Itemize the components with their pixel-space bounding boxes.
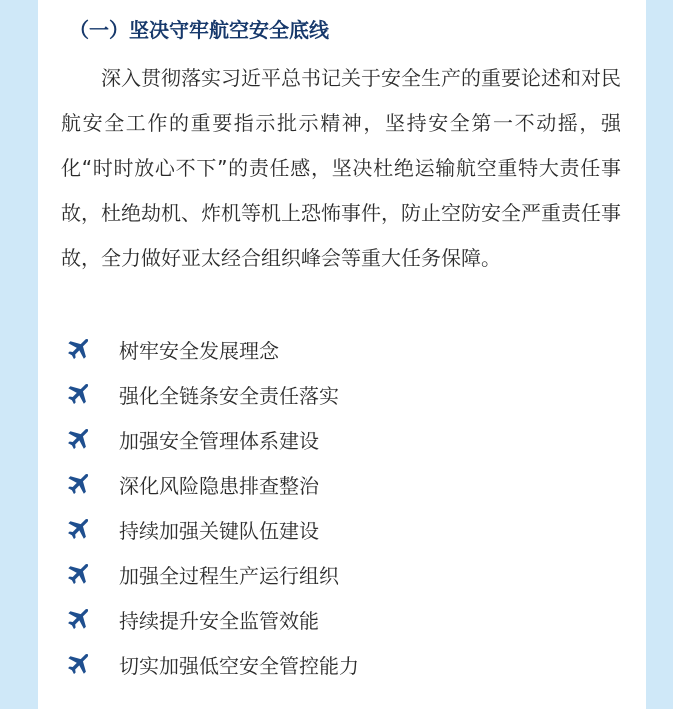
airplane-icon: [65, 517, 91, 543]
list-item: [65, 327, 359, 372]
list-item-text: 持续提升安全监管效能: [119, 609, 319, 633]
section-heading: （一）坚决守牢航空安全底线: [69, 18, 329, 42]
list-item-text: 加强安全管理体系建设: [119, 429, 319, 453]
airplane-icon: [65, 652, 91, 678]
list-item-text: 树牢安全发展理念: [119, 339, 279, 363]
list-item: [65, 642, 359, 687]
list-item: [65, 462, 359, 507]
list-item: [65, 417, 359, 462]
list-item: [65, 597, 359, 642]
airplane-icon: [65, 472, 91, 498]
task-list: [65, 327, 359, 687]
airplane-icon: [65, 337, 91, 363]
list-item: [65, 372, 359, 417]
airplane-icon: [65, 607, 91, 633]
list-item: [65, 552, 359, 597]
list-item: [65, 507, 359, 552]
section-paragraph: 深入贯彻落实习近平总书记关于安全生产的重要论述和对民航安全工作的重要指示批示精神，坚持安全第一不动摇，强化“时时放心不下”的责任感，坚决杜绝运输航空重特大责任事故，杜绝劫机、炸机等机上恐怖事件，防止空防安全严重责任事故，全力做好亚太经合组织峰会等重大任务保障。: [61, 66, 621, 270]
list-item-text: 强化全链条安全责任落实: [119, 384, 339, 408]
content-card: [38, 0, 646, 709]
list-item-text: 切实加强低空安全管控能力: [119, 654, 359, 678]
list-item-text: 深化风险隐患排查整治: [119, 474, 319, 498]
airplane-icon: [65, 562, 91, 588]
airplane-icon: [65, 427, 91, 453]
list-item-text: 加强全过程生产运行组织: [119, 564, 339, 588]
list-item-text: 持续加强关键队伍建设: [119, 519, 319, 543]
airplane-icon: [65, 382, 91, 408]
